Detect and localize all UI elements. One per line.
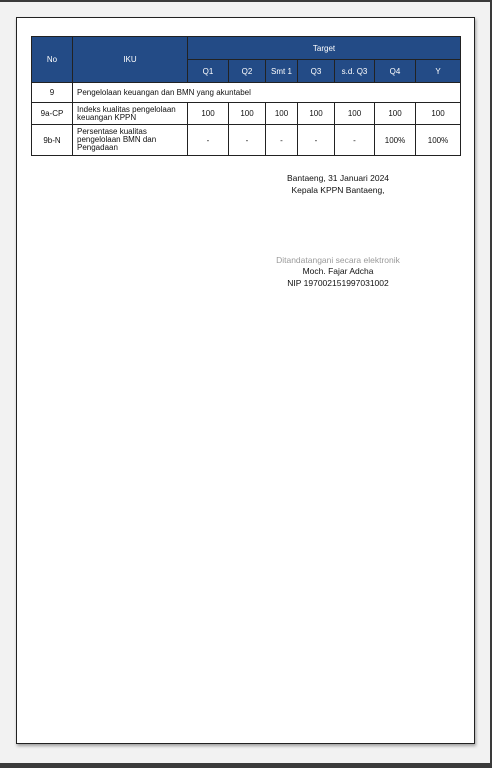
signer-nip: NIP 197002151997031002 (287, 278, 389, 288)
row-value: - (188, 125, 229, 156)
header-period-smt1: Smt 1 (266, 60, 298, 83)
table-row (32, 103, 461, 125)
row-value: 100 (188, 103, 229, 125)
row-no: 9a-CP (32, 103, 73, 125)
row-value: - (298, 125, 335, 156)
header-period-q1: Q1 (188, 60, 229, 83)
header-period-q3: Q3 (298, 60, 335, 83)
table-row (32, 125, 461, 156)
header-period-sd-q3: s.d. Q3 (335, 60, 375, 83)
row-no: 9b-N (32, 125, 73, 156)
row-iku: Persentase kualitas pengelolaan BMN dan Pengadaan (73, 125, 188, 156)
group-no: 9 (32, 83, 73, 103)
signature-position: Kepala KPPN Bantaeng, (291, 185, 385, 195)
signer-name: Moch. Fajar Adcha (302, 266, 374, 276)
row-value: 100 (266, 103, 298, 125)
row-value: - (335, 125, 375, 156)
header-period-y: Y (416, 60, 461, 83)
row-value: 100% (375, 125, 416, 156)
header-target: Target (188, 37, 461, 60)
viewer-bottom-bar (0, 763, 492, 768)
document-page (16, 17, 475, 744)
row-iku: Indeks kualitas pengelolaan keuangan KPPN (73, 103, 188, 125)
row-value: 100% (416, 125, 461, 156)
e-signature-note: Ditandatangani secara elektronik (276, 255, 400, 265)
row-value: - (229, 125, 266, 156)
row-value: 100 (298, 103, 335, 125)
row-value: 100 (416, 103, 461, 125)
header-period-q4: Q4 (375, 60, 416, 83)
header-iku: IKU (73, 37, 188, 83)
row-value: 100 (229, 103, 266, 125)
table-group-row (32, 83, 461, 103)
row-value: 100 (335, 103, 375, 125)
header-period-q2: Q2 (229, 60, 266, 83)
group-label: Pengelolaan keuangan dan BMN yang akuntabel (73, 83, 461, 103)
row-value: - (266, 125, 298, 156)
signature-place-date: Bantaeng, 31 Januari 2024 (286, 173, 390, 183)
row-value: 100 (375, 103, 416, 125)
viewer-top-edge (0, 0, 492, 2)
iku-target-table (31, 36, 461, 156)
header-no: No (32, 37, 73, 83)
